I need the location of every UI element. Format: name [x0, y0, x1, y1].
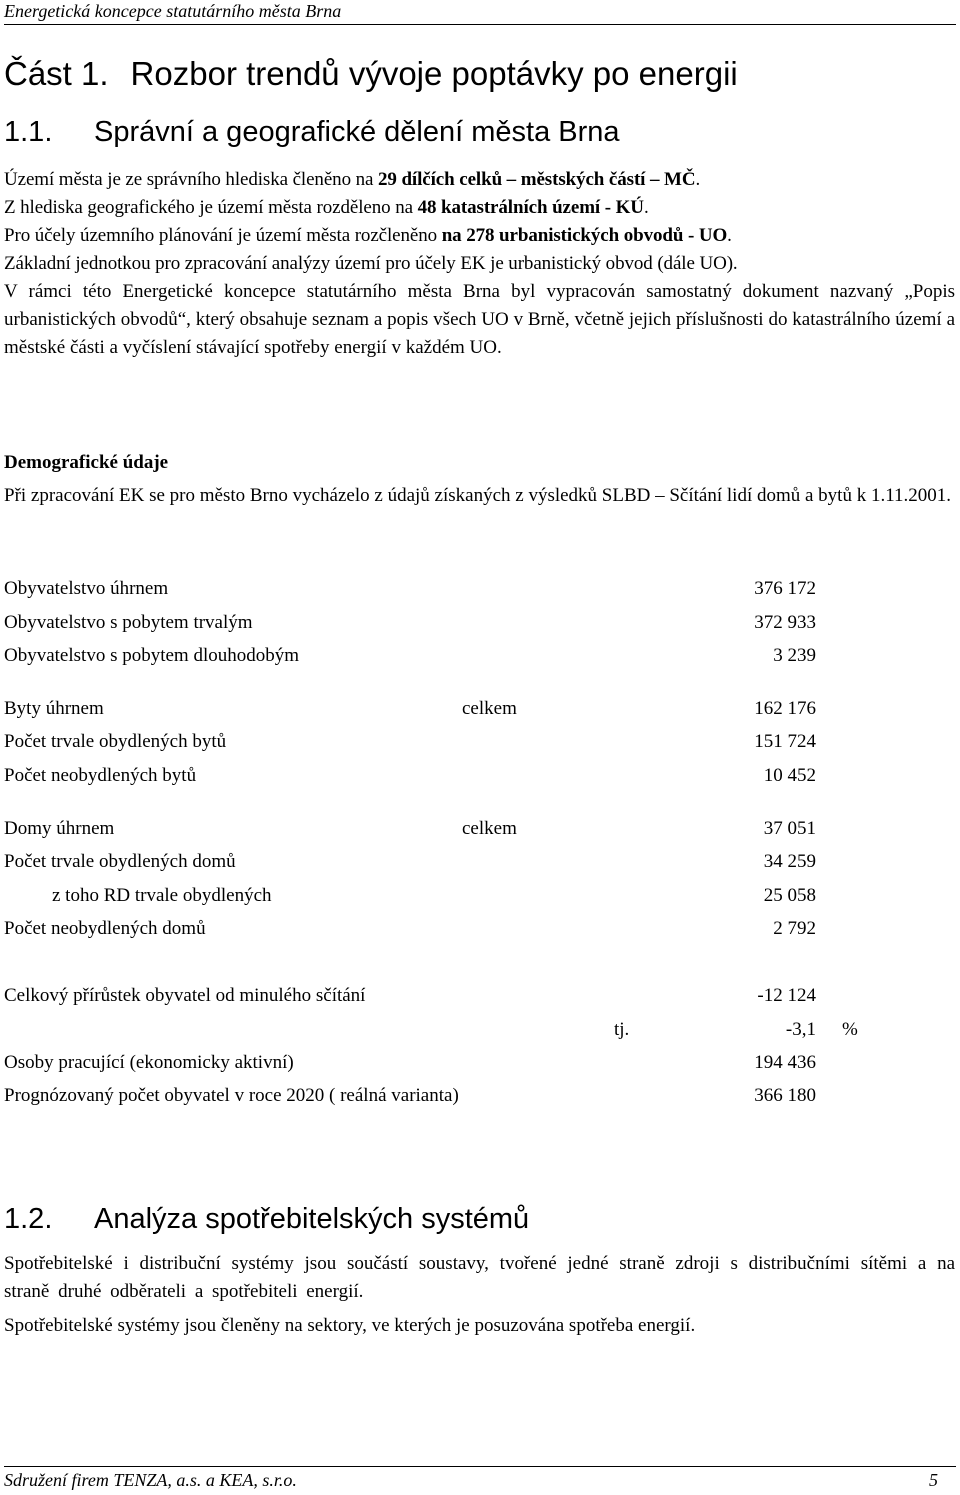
text-run: . [695, 169, 701, 190]
demography-heading: Demografické údaje [4, 452, 169, 473]
stats-row [4, 727, 904, 757]
stats-row [4, 574, 904, 604]
stats-label: Osoby pracující (ekonomicky aktivní) [4, 1052, 294, 1073]
section-title: Analýza spotřebitelských systémů [94, 1203, 530, 1235]
bold-run: na 278 urbanistických obvodů - UO [441, 225, 728, 246]
paragraph-document-note: V rámci této Energetické koncepce statutárního města Brna byl vypracován samostatný dokument nazvaný „Popis urbanistických obvodů“, který obsahuje seznam a popis všech UO v Brně, včetně jejich příslušnosti do katastrálního území a městské části a vyčíslení stávající spotřeby energií v každém UO. [4, 281, 955, 358]
part-number: Část 1. [4, 55, 109, 92]
stats-value: 37 051 [763, 818, 816, 839]
bold-run: 29 dílčích celků – městských částí – MČ [378, 169, 696, 190]
paragraph-sectors: Spotřebitelské systémy jsou členěny na sektory, ve kterých je posuzována spotřeba energií. [4, 1315, 696, 1336]
footer-company: Sdružení firem TENZA, a.s. a KEA, s.r.o. [4, 1470, 297, 1490]
stats-label: Obyvatelstvo úhrnem [4, 578, 169, 599]
page-footer [4, 1466, 956, 1493]
stats-prefix: tj. [614, 1019, 630, 1040]
stats-value: 25 058 [763, 885, 816, 906]
running-header-title: Energetická koncepce statutárního města Brna [4, 1, 342, 21]
stats-row [4, 761, 904, 791]
stats-label: Byty úhrnem [4, 698, 104, 719]
stats-row [4, 694, 904, 724]
demography-intro [4, 482, 955, 510]
section-1-2-body [4, 1250, 955, 1340]
stats-label: Obyvatelstvo s pobytem dlouhodobým [4, 645, 300, 666]
stats-label: Celkový přírůstek obyvatel od minulého sčítání [4, 985, 366, 1006]
stats-row [4, 1081, 904, 1111]
stats-qualifier: celkem [462, 818, 517, 839]
stats-row [4, 981, 904, 1011]
stats-value: 10 452 [763, 765, 816, 786]
section-heading-1-2 [4, 1201, 529, 1237]
stats-row [4, 641, 904, 671]
stats-unit: % [842, 1019, 858, 1040]
demography-intro-text: Při zpracování EK se pro město Brno vycházelo z údajů získaných z výsledků SLBD – Sčítání lidí domů a bytů k 1.11.2001. [4, 485, 952, 506]
section-number: 1.1. [4, 116, 53, 148]
stats-qualifier: celkem [462, 698, 517, 719]
stats-row [4, 847, 904, 877]
text-run: Z hlediska geografického je území města rozděleno na [4, 197, 418, 218]
stats-value: 34 259 [763, 851, 816, 872]
paragraph-basic-unit: Základní jednotkou pro zpracování analýzy území pro účely EK je urbanistický obvod (dále UO). [4, 253, 738, 274]
part-heading [4, 52, 738, 96]
stats-value: -3,1 [785, 1019, 816, 1040]
stats-label: Počet trvale obydlených domů [4, 851, 236, 872]
stats-row [4, 608, 904, 638]
stats-label: Obyvatelstvo s pobytem trvalým [4, 612, 253, 633]
stats-value: 3 239 [773, 645, 816, 666]
paragraph-consumer-systems: Spotřebitelské i distribuční systémy jsou součástí soustavy, tvořené jedné straně zdroji s distribučními sítěmi a na straně druhé odběrateli a spotřebiteli energií. [4, 1253, 955, 1302]
bold-run: 48 katastrálních území - KÚ [417, 197, 644, 218]
stats-row [4, 1048, 904, 1078]
running-header [4, 0, 956, 25]
section-1-1-body [4, 166, 955, 362]
page-number: 5 [929, 1470, 938, 1490]
stats-label: z toho RD trvale obydlených [52, 885, 272, 906]
section-heading-1-1 [4, 114, 620, 150]
stats-row [4, 881, 904, 911]
stats-label: Domy úhrnem [4, 818, 115, 839]
stats-value: -12 124 [757, 985, 816, 1006]
stats-label: Počet trvale obydlených bytů [4, 731, 227, 752]
section-title: Správní a geografické dělení města Brna [94, 116, 620, 148]
stats-label: Prognózovaný počet obyvatel v roce 2020 ( reálná varianta) [4, 1085, 459, 1106]
stats-value: 194 436 [754, 1052, 816, 1073]
text-run: Pro účely územního plánování je území města rozčleněno [4, 225, 442, 246]
stats-label: Počet neobydlených domů [4, 918, 206, 939]
section-number: 1.2. [4, 1203, 53, 1235]
paragraph-urban-districts [4, 222, 955, 250]
paragraph-cadastral [4, 194, 955, 222]
text-run: . [727, 225, 732, 246]
stats-value: 366 180 [754, 1085, 816, 1106]
stats-value: 372 933 [754, 612, 816, 633]
stats-row [4, 1015, 904, 1045]
text-run: . [643, 197, 649, 218]
paragraph-districts [4, 166, 955, 194]
stats-label: Počet neobydlených bytů [4, 765, 197, 786]
stats-row [4, 914, 904, 944]
stats-value: 151 724 [754, 731, 816, 752]
part-title: Rozbor trendů vývoje poptávky po energii [130, 55, 738, 92]
stats-value: 376 172 [754, 578, 816, 599]
text-run: Území města je ze správního hlediska členěno na [4, 169, 379, 190]
stats-value: 162 176 [754, 698, 816, 719]
stats-row [4, 814, 904, 844]
stats-value: 2 792 [773, 918, 816, 939]
